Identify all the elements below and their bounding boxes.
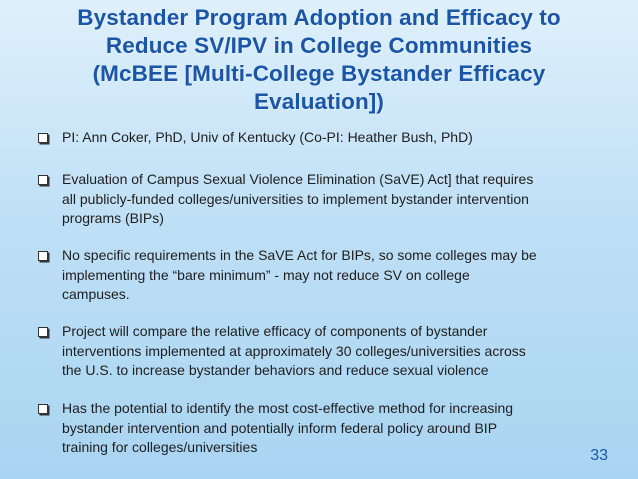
bullet-line: bystander intervention and potentially inform federal policy around BIP <box>62 419 498 436</box>
bullet-text <box>62 128 602 148</box>
bullet-line: the U.S. to increase bystander behaviors and reduce sexual violence <box>62 362 489 378</box>
bullet-line: interventions implemented at approximately 30 colleges/universities across <box>62 342 526 359</box>
square-bullet-icon <box>38 133 48 143</box>
bullet-line: programs (BIPs) <box>62 210 164 226</box>
bullet-line: No specific requirements in the SaVE Act for BIPs, so some colleges may be <box>62 247 537 263</box>
title-line: Reduce SV/IPV in College Communities <box>105 33 533 58</box>
title-line: Evaluation]) <box>254 89 384 114</box>
bullet-line: implementing the “bare minimum” - may not reduce SV on college <box>62 266 470 283</box>
bullet-line: all publicly-funded colleges/universities to implement bystander intervention <box>62 190 529 207</box>
bullet-line: Has the potential to identify the most cost-effective method for increasing <box>62 400 514 416</box>
bullet-line: Evaluation of Campus Sexual Violence Elimination (SaVE) Act] that requires <box>62 171 534 187</box>
bullet-text <box>62 170 602 229</box>
bullet-text <box>62 399 602 458</box>
square-bullet-icon <box>38 404 48 414</box>
square-bullet-icon <box>38 175 48 185</box>
bullet-text <box>62 246 602 305</box>
square-bullet-icon <box>38 251 48 261</box>
title-line: (McBEE [Multi-College Bystander Efficacy <box>92 61 546 86</box>
bullet-line: training for colleges/universities <box>62 439 258 455</box>
bullet-text <box>62 322 602 381</box>
square-bullet-icon <box>38 327 48 337</box>
page-number: 33 <box>590 447 608 464</box>
title-line: Bystander Program Adoption and Efficacy to <box>77 5 561 30</box>
bullet-line: campuses. <box>62 286 130 302</box>
bullet-line: Project will compare the relative efficacy of components of bystander <box>62 323 488 339</box>
bullet-line: PI: Ann Coker, PhD, Univ of Kentucky (Co-PI: Heather Bush, PhD) <box>62 129 473 145</box>
